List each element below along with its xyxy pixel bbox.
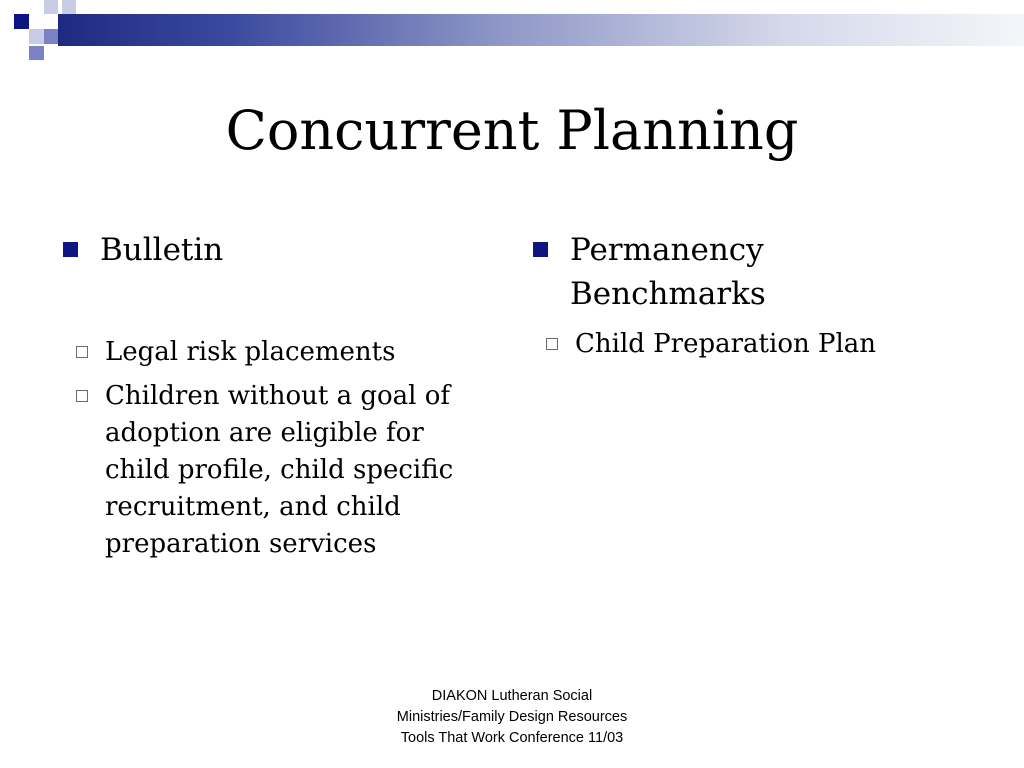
bullet-level1 [60, 228, 500, 272]
bullet-level1 [530, 228, 850, 316]
hollow-square-icon [76, 390, 88, 402]
sub-bullet [20, 378, 465, 563]
sub-bullet-text: Children without a goal of adoption are eligible for child profile, child specific recruitment, and child preparation services [105, 381, 454, 559]
decor-square-mid [44, 29, 58, 44]
sub-bullet-text: Child Preparation Plan [575, 329, 877, 359]
sub-bullet [20, 334, 500, 371]
right-column [530, 228, 970, 370]
header-gradient-bar [58, 14, 1024, 46]
filled-square-icon [63, 242, 78, 257]
decor-square-light [44, 0, 58, 14]
decor-square-light [29, 29, 44, 44]
filled-square-icon [533, 242, 548, 257]
bullet-heading-permanency: Permanency Benchmarks [570, 232, 766, 312]
left-column [60, 228, 500, 570]
decor-square-dark [14, 14, 29, 29]
spacer [60, 272, 500, 334]
footer [362, 686, 662, 749]
sub-bullet-text: Legal risk placements [105, 337, 396, 367]
decor-square-mid [29, 46, 44, 60]
decor-square-light [62, 0, 76, 14]
footer-line: Ministries/Family Design Resources [396, 709, 628, 725]
footer-line: Tools That Work Conference 11/03 [400, 730, 624, 746]
hollow-square-icon [76, 346, 88, 358]
sub-bullet [490, 326, 885, 363]
bullet-heading-bulletin: Bulletin [100, 232, 224, 268]
hollow-square-icon [546, 338, 558, 350]
sub-bullet-list [60, 334, 500, 563]
slide-title: Concurrent Planning [225, 99, 799, 162]
sub-bullet-list [530, 326, 970, 363]
footer-line: DIAKON Lutheran Social [431, 688, 593, 704]
